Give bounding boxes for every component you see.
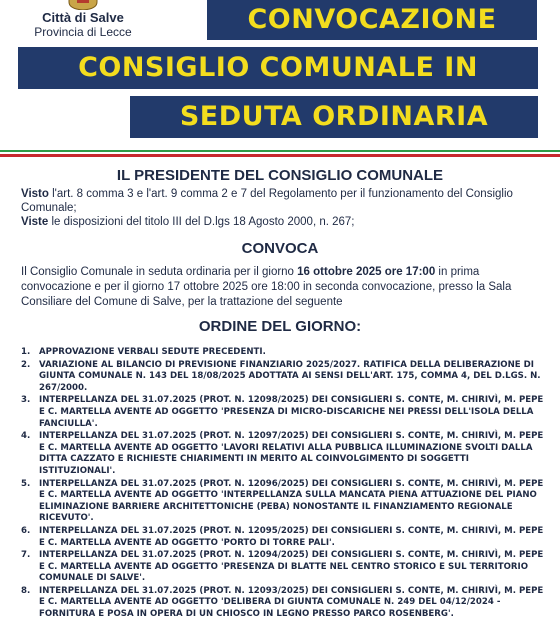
agenda-item-number: 3. (21, 395, 31, 406)
agenda-item-text: INTERPELLANZA DEL 31.07.2025 (PROT. N. 12095/2025) DEI CONSIGLIERI S. CONTE, M. CHIRIVÌ, M. PEPE E C. MARTELLA AVENTE AD OGGETTO 'PORTO DI TORRE PALI'. (39, 525, 544, 548)
premise-visto (21, 187, 551, 215)
agenda-item-text: INTERPELLANZA DEL 31.07.2025 (PROT. N. 12096/2025) DEI CONSIGLIERI S. CONTE, M. CHIRIVÌ, M. PEPE E C. MARTELLA AVENTE AD OGGETTO 'INTERPELLANZA SULLA MANCATA PIENA ATTUAZIONE DEL PIANO ELIMINAZIONE BARRIERE ARCHITETTONICHE (PEBA) NONOSTANTE IL FINANZIAMENTO REGIONALE RICEVUTO'. (39, 478, 544, 524)
agenda-item-text: INTERPELLANZA DEL 31.07.2025 (PROT. N. 12098/2025) DEI CONSIGLIERI S. CONTE, M. CHIRIVÌ, M. PEPE E C. MARTELLA AVENTE AD OGGETTO 'PRESENZA DI MICRO-DISCARICHE NEI PRESSI DELL'ISOLA DELLA FANCIULLA'. (39, 395, 544, 429)
province-name: Provincia di Lecce (34, 25, 132, 39)
agenda-item-text: INTERPELLANZA DEL 31.07.2025 (PROT. N. 12093/2025) DEI CONSIGLIERI S. CONTE, M. CHIRIVÌ, M. PEPE E C. MARTELLA AVENTE AD OGGETTO 'DELIBERA DI GIUNTA COMUNALE N. 249 DEL 04/12/2024 - FORNITURA E POSA IN OPERA DI UN CHIOSCO IN LEGNO PRESSO PARCO ROSENBERG'. (39, 585, 544, 620)
agenda-heading: ORDINE DEL GIORNO: (198, 318, 362, 335)
agenda-item-number: 4. (21, 431, 31, 442)
flag-red-band (0, 154, 560, 157)
agenda-item (21, 526, 546, 549)
convocation-date: 16 ottobre 2025 ore 17:00 (297, 266, 436, 278)
agenda-item-text: APPROVAZIONE VERBALI SEDUTE PRECEDENTI. (39, 347, 266, 357)
italian-flag-stripe (0, 150, 560, 157)
agenda-item-text: INTERPELLANZA DEL 31.07.2025 (PROT. N. 12097/2025) DEI CONSIGLIERI S. CONTE, M. CHIRIVÌ, M. PEPE E C. MARTELLA AVENTE AD OGGETTO 'LAVORI RELATIVI ALLA PUBBLICA ILLUMINAZIONE SVOLTI DALLA DITTA CAZZATO E RICHIESTE CHIARIMENTI IN MERITO AL COINVOLGIMENTO DI SOGGETTI ISTITUZIONALI'. (39, 431, 544, 476)
banner-line-2: CONSIGLIO COMUNALE IN (18, 47, 538, 89)
viste-label: Viste (21, 216, 49, 228)
municipality-logo-block (18, 0, 148, 39)
convocation-part-2: in prima convocazione e per il giorno 17 ottobre 2025 ore 18:00 in seconda convocazione, presso la Sala Consiliare del Comune di Salve, per la trattazione del seguente (21, 266, 512, 308)
agenda-list (21, 347, 546, 622)
agenda-item-text: INTERPELLANZA DEL 31.07.2025 (PROT. N. 12094/2025) DEI CONSIGLIERI S. CONTE, M. CHIRIVÌ, M. PEPE E C. MARTELLA AVENTE AD OGGETTO 'PRESENZA DI BLATTE NEL CENTRO STORICO E SUL TERRITORIO COMUNALE DI SALVE'. (39, 550, 544, 584)
agenda-item (21, 479, 546, 525)
agenda-item-number: 8. (21, 585, 31, 596)
agenda-item-number: 7. (21, 550, 31, 561)
banner-line-3: SEDUTA ORDINARIA (130, 96, 538, 138)
premise-viste (21, 215, 551, 229)
city-name: Città di Salve (42, 10, 124, 25)
agenda-item (21, 395, 546, 430)
agenda-item-number: 6. (21, 525, 31, 536)
convocation-paragraph (21, 265, 551, 310)
president-heading: IL PRESIDENTE DEL CONSIGLIO COMUNALE (116, 167, 444, 184)
banner-line-1: CONVOCAZIONE (207, 0, 537, 40)
agenda-item (21, 586, 546, 621)
coat-of-arms-icon (63, 0, 103, 10)
agenda-item-number: 5. (21, 478, 31, 489)
viste-text: le disposizioni del titolo III del D.lgs 18 Agosto 2000, n. 267; (48, 216, 355, 228)
convoca-heading: CONVOCA (241, 240, 319, 257)
premises (21, 187, 551, 229)
agenda-item-text: VARIAZIONE AL BILANCIO DI PREVISIONE FINANZIARIO 2025/2027. RATIFICA DELLA DELIBERAZIONE DI GIUNTA COMUNALE N. 143 DEL 18/08/2025 ADOTTATA AI SENSI DELL'ART. 175, COMMA 4, DEL D.LGS. N. 267/2000. (39, 359, 541, 393)
agenda-item (21, 347, 546, 359)
agenda-item (21, 360, 546, 395)
agenda-item (21, 431, 546, 477)
agenda-item (21, 550, 546, 585)
agenda-item-number: 2. (21, 359, 31, 370)
visto-label: Visto (21, 188, 49, 200)
agenda-item-number: 1. (21, 347, 31, 357)
header (0, 0, 560, 140)
visto-text: l'art. 8 comma 3 e l'art. 9 comma 2 e 7 del Regolamento per il funzionamento del Consiglio Comunale; (21, 188, 513, 214)
convocation-part-1: Il Consiglio Comunale in seduta ordinaria per il giorno (21, 266, 298, 278)
